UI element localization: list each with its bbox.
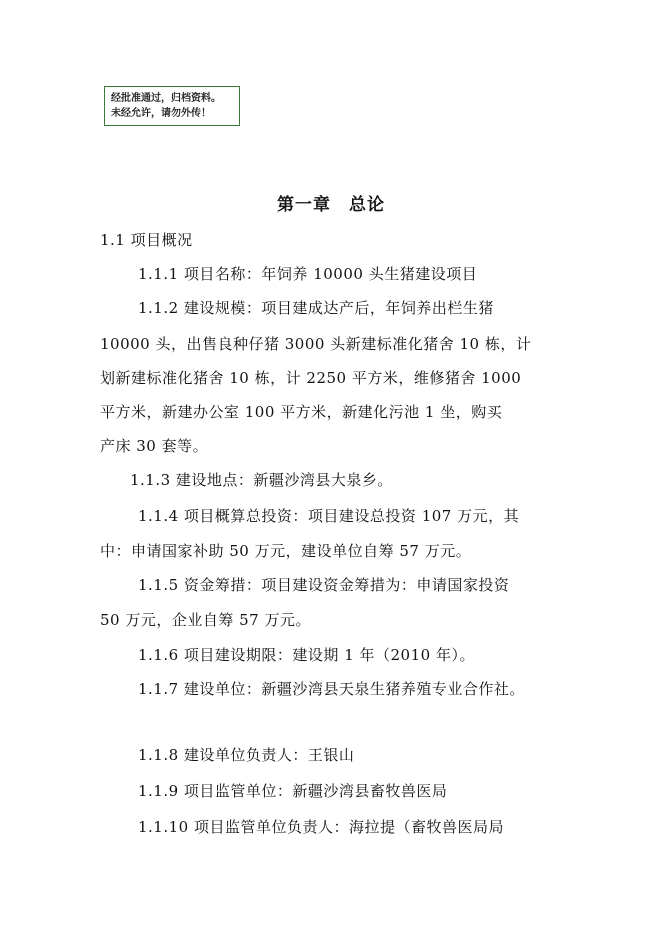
item-funding-line-1: 1.1.5 资金筹措：项目建设资金筹措为：申请国家投资 — [138, 576, 510, 594]
item-supervising-leader: 1.1.10 项目监管单位负责人：海拉提（畜牧兽医局局 — [138, 818, 504, 836]
item-construction-period: 1.1.6 项目建设期限：建设期 1 年（2010 年）。 — [138, 646, 475, 664]
item-scale-line-3: 划新建标准化猪舍 10 栋，计 2250 平方米，维修猪舍 1000 — [100, 369, 522, 387]
stamp-line-1: 经批准通过，归档资料。 — [111, 93, 221, 104]
item-scale-line-1: 1.1.2 建设规模：项目建成达产后，年饲养出栏生猪 — [138, 299, 494, 317]
approval-stamp-box — [104, 86, 240, 126]
chapter-title: 第一章 总论 — [277, 195, 385, 215]
item-investment-line-1: 1.1.4 项目概算总投资：项目建设总投资 107 万元，其 — [138, 507, 520, 525]
section-heading: 1.1 项目概况 — [100, 231, 193, 249]
item-project-name: 1.1.1 项目名称：年饲养 10000 头生猪建设项目 — [138, 265, 478, 283]
item-scale-line-4: 平方米，新建办公室 100 平方米，新建化污池 1 坐，购买 — [100, 403, 503, 421]
item-scale-line-2: 10000 头，出售良种仔猪 3000 头新建标准化猪舍 10 栋，计 — [100, 335, 532, 353]
item-unit-leader: 1.1.8 建设单位负责人：王银山 — [138, 746, 355, 764]
item-funding-line-2: 50 万元，企业自筹 57 万元。 — [100, 611, 311, 629]
item-scale-line-5: 产床 30 套等。 — [100, 437, 209, 455]
item-investment-line-2: 中：申请国家补助 50 万元，建设单位自筹 57 万元。 — [100, 542, 472, 560]
item-location: 1.1.3 建设地点：新疆沙湾县大泉乡。 — [130, 471, 393, 489]
item-supervising-unit: 1.1.9 项目监管单位：新疆沙湾县畜牧兽医局 — [138, 782, 448, 800]
stamp-line-2: 未经允许，请勿外传！ — [111, 108, 211, 119]
item-construction-unit: 1.1.7 建设单位：新疆沙湾县天泉生猪养殖专业合作社。 — [138, 680, 525, 698]
